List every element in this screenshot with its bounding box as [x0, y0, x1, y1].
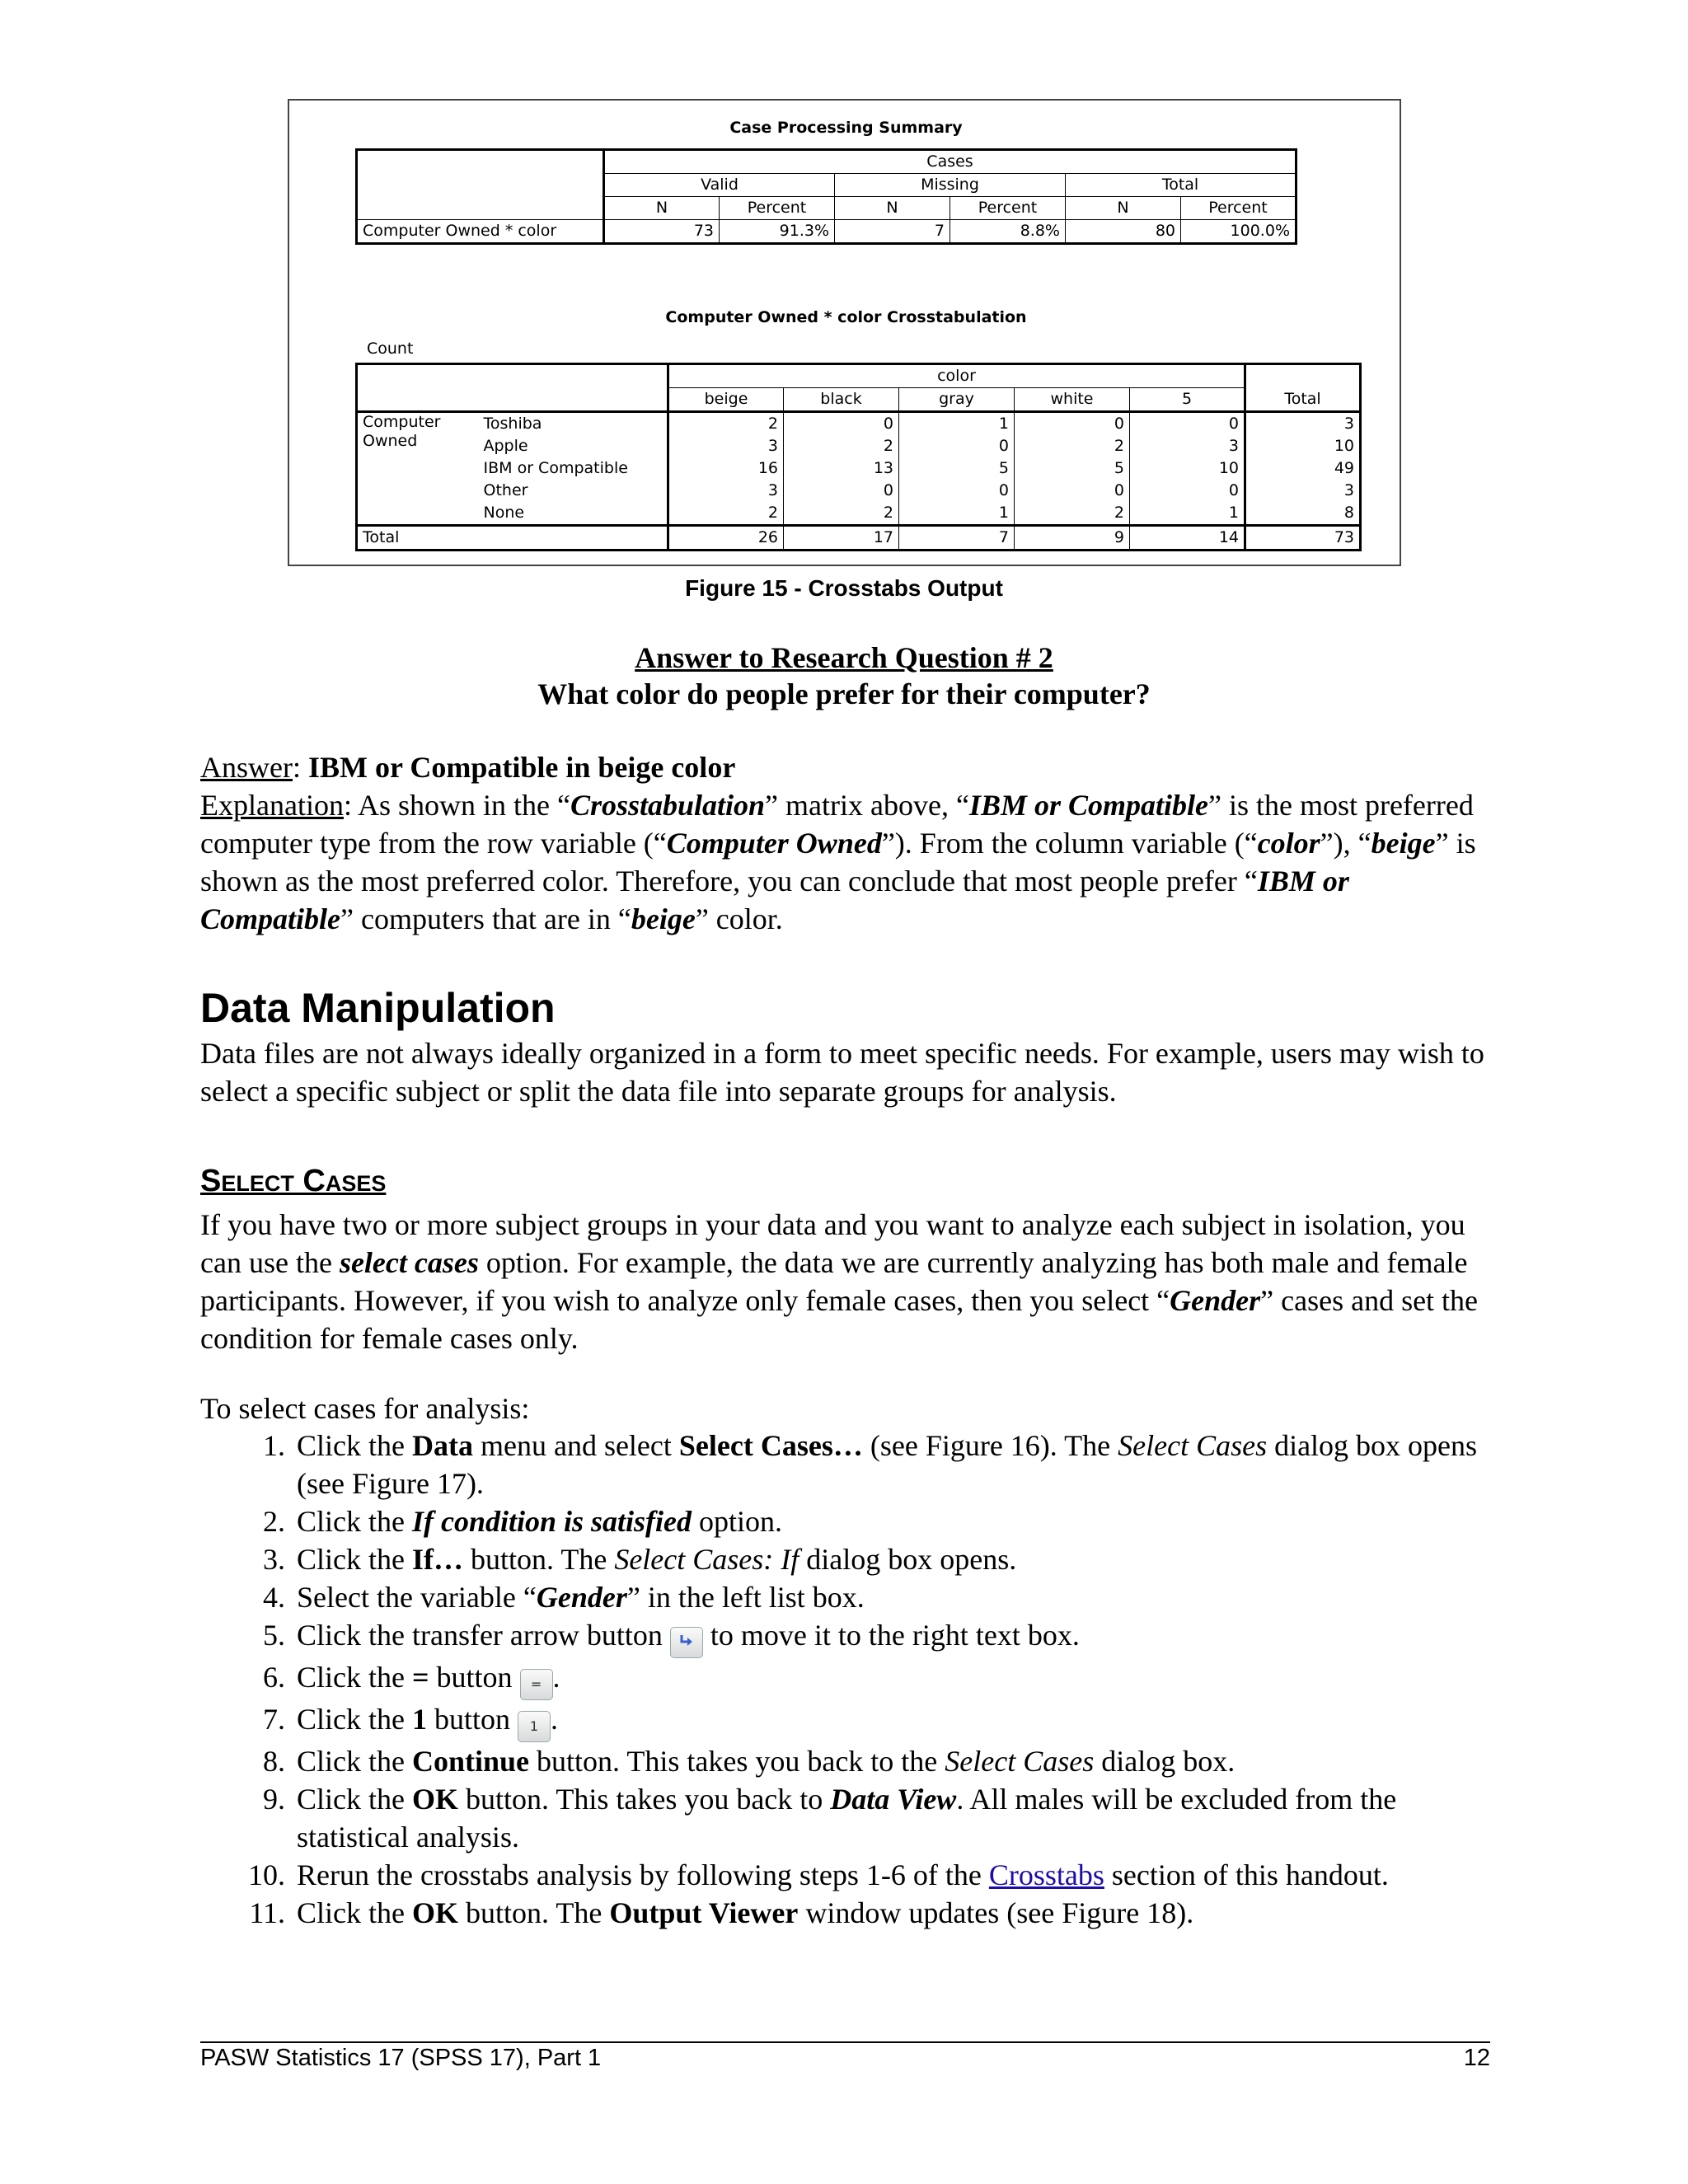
row-label: IBM or Compatible: [479, 457, 668, 480]
subheader: Percent: [950, 197, 1066, 220]
footer-document-title: PASW Statistics 17 (SPSS 17), Part 1: [200, 2045, 602, 2071]
footer-divider: [200, 2041, 1490, 2043]
column-header: Total: [1245, 388, 1361, 412]
cell-value: 3: [668, 480, 784, 502]
group-header-total: Total: [1066, 174, 1296, 197]
color-variable-header: color: [668, 364, 1245, 388]
answer-paragraph: Answer: IBM or Compatible in beige color Explanation: As shown in the “Crosstabulation” matrix above, “IBM or Compatible” is the most preferred computer type from the row variable (“Computer Owned”). From the column variable (“color”), “beige” is shown as the most preferred color. Therefore, you can conclude that most people prefer “IBM or Compatible” computers that are in “beige” color.: [200, 751, 1476, 935]
list-item: 5. Click the transfer arrow button to move it to the right text box.: [200, 1616, 1503, 1658]
row-label: Computer Owned * color: [357, 220, 604, 244]
crosstab-title: Computer Owned * color Crosstabulation: [665, 308, 1027, 326]
one-button-icon: 1: [518, 1711, 551, 1742]
cell-value: 0: [784, 412, 899, 436]
answer-text: IBM or Compatible in beige color: [308, 751, 736, 784]
equals-button-icon: =: [520, 1669, 553, 1700]
arrow-right-icon: [670, 1627, 703, 1658]
cell-value: 0: [1015, 480, 1130, 502]
cell-value: 91.3%: [720, 220, 835, 244]
column-header: black: [784, 388, 899, 412]
row-label: Other: [479, 480, 668, 502]
cell-value: 3: [1245, 412, 1361, 436]
cell-value: 0: [899, 480, 1015, 502]
total-row-label: Total: [357, 526, 668, 551]
list-item: 10. Rerun the crosstabs analysis by following steps 1-6 of the Crosstabs section of this handout.: [248, 1858, 1389, 1891]
case-summary-title: Case Processing Summary: [729, 119, 963, 137]
cell-value: 5: [899, 457, 1015, 480]
cell-value: 49: [1245, 457, 1361, 480]
total-value: 14: [1218, 528, 1239, 546]
count-label: Count: [367, 340, 414, 358]
cell-value: 8.8%: [950, 220, 1066, 244]
crosstabs-output-figure: [288, 99, 1401, 566]
cell-value: 2: [668, 412, 784, 436]
row-label: None: [479, 502, 668, 526]
total-value: 73: [1245, 526, 1361, 551]
cell-value: 3: [1245, 480, 1361, 502]
row-label: Apple: [479, 435, 668, 457]
total-value: 17: [784, 526, 899, 551]
list-item: 7. Click the 1 button 1 .: [200, 1700, 1503, 1742]
list-item: 3. Click the If… button. The Select Cases: If dialog box opens.: [263, 1543, 1017, 1576]
subheader: Percent: [720, 197, 835, 220]
subheader: N: [1066, 197, 1181, 220]
row-variable-label: Computer Owned: [363, 413, 441, 450]
cell-value: 10: [1218, 459, 1239, 477]
cell-value: 2: [668, 502, 784, 526]
cases-header: Cases: [604, 150, 1296, 174]
list-item: 6. Click the = button = .: [200, 1658, 1503, 1700]
cell-value: 0: [1228, 415, 1239, 433]
cell-value: 10: [1245, 435, 1361, 457]
explanation-label: Explanation: [200, 789, 344, 822]
cell-value: 1: [1228, 504, 1239, 522]
group-header-valid: Valid: [604, 174, 835, 197]
cell-value: 16: [668, 457, 784, 480]
column-header: gray: [899, 388, 1015, 412]
cell-value: 1: [899, 412, 1015, 436]
cell-value: 100.0%: [1181, 220, 1296, 244]
cell-value: 8: [1245, 502, 1361, 526]
list-item: 4. Select the variable “Gender” in the left list box.: [263, 1581, 865, 1614]
cell-value: 3: [668, 435, 784, 457]
cell-value: 2: [1015, 502, 1130, 526]
steps-list: [200, 1427, 1503, 1932]
row-label: Toshiba: [479, 412, 668, 436]
subheader: N: [835, 197, 950, 220]
answer-label: Answer: [200, 751, 293, 784]
section-heading-data-manipulation: Data Manipulation: [200, 985, 556, 1031]
select-cases-intro: To select cases for analysis:: [200, 1392, 530, 1425]
total-value: 7: [899, 526, 1015, 551]
list-item: 11. Click the OK button. The Output Viewer window updates (see Figure 18).: [249, 1896, 1194, 1929]
crosstabulation-table: [355, 363, 1362, 551]
cell-value: 0: [1228, 481, 1239, 499]
column-header: 5: [1181, 390, 1193, 408]
crosstabs-link[interactable]: Crosstabs: [988, 1858, 1104, 1891]
cell-value: 0: [899, 435, 1015, 457]
cell-value: 3: [1228, 437, 1239, 455]
answer-heading: Answer to Research Question # 2: [635, 641, 1053, 674]
column-header: white: [1015, 388, 1130, 412]
subheader: N: [604, 197, 720, 220]
cell-value: 13: [784, 457, 899, 480]
figure-caption: Figure 15 - Crosstabs Output: [685, 575, 1003, 601]
cell-value: 5: [1015, 457, 1130, 480]
page-number: 12: [1463, 2045, 1490, 2071]
group-header-missing: Missing: [835, 174, 1066, 197]
total-value: 9: [1015, 526, 1130, 551]
research-question: What color do people prefer for their computer?: [537, 677, 1151, 710]
cell-value: 7: [835, 220, 950, 244]
case-processing-summary-table: [355, 148, 1297, 245]
cell-value: 2: [784, 435, 899, 457]
section-heading-select-cases: Select Cases: [200, 1164, 387, 1198]
list-item: 1. Click the Data menu and select Select Cases… (see Figure 16). The Select Cases dialog box opens (see Figure 17).: [263, 1429, 1478, 1500]
cell-value: 0: [784, 480, 899, 502]
cell-value: 0: [1015, 412, 1130, 436]
cell-value: 2: [1015, 435, 1130, 457]
list-item: 2. Click the If condition is satisfied option.: [263, 1505, 783, 1538]
list-item: 8. Click the Continue button. This takes you back to the Select Cases dialog box.: [263, 1745, 1236, 1778]
cell-value: 1: [899, 502, 1015, 526]
select-cases-body: If you have two or more subject groups in your data and you want to analyze each subject in isolation, you can use the select cases option. For example, the data we are currently analyzing has both male and female participants. However, if you wish to analyze only female cases, then you select “Gender” cases and set the condition for female cases only.: [200, 1208, 1479, 1355]
cell-value: 2: [784, 502, 899, 526]
total-value: 26: [668, 526, 784, 551]
data-manipulation-body: Data files are not always ideally organized in a form to meet specific needs. For example, users may wish to select a specific subject or split the data file into separate groups for analysis.: [200, 1037, 1484, 1108]
subheader: Percent: [1181, 197, 1296, 220]
cell-value: 80: [1066, 220, 1181, 244]
column-header: beige: [668, 388, 784, 412]
list-item: 9. Click the OK button. This takes you back to Data View. All males will be excluded from the statistical analysis.: [263, 1783, 1397, 1854]
cell-value: 73: [604, 220, 720, 244]
